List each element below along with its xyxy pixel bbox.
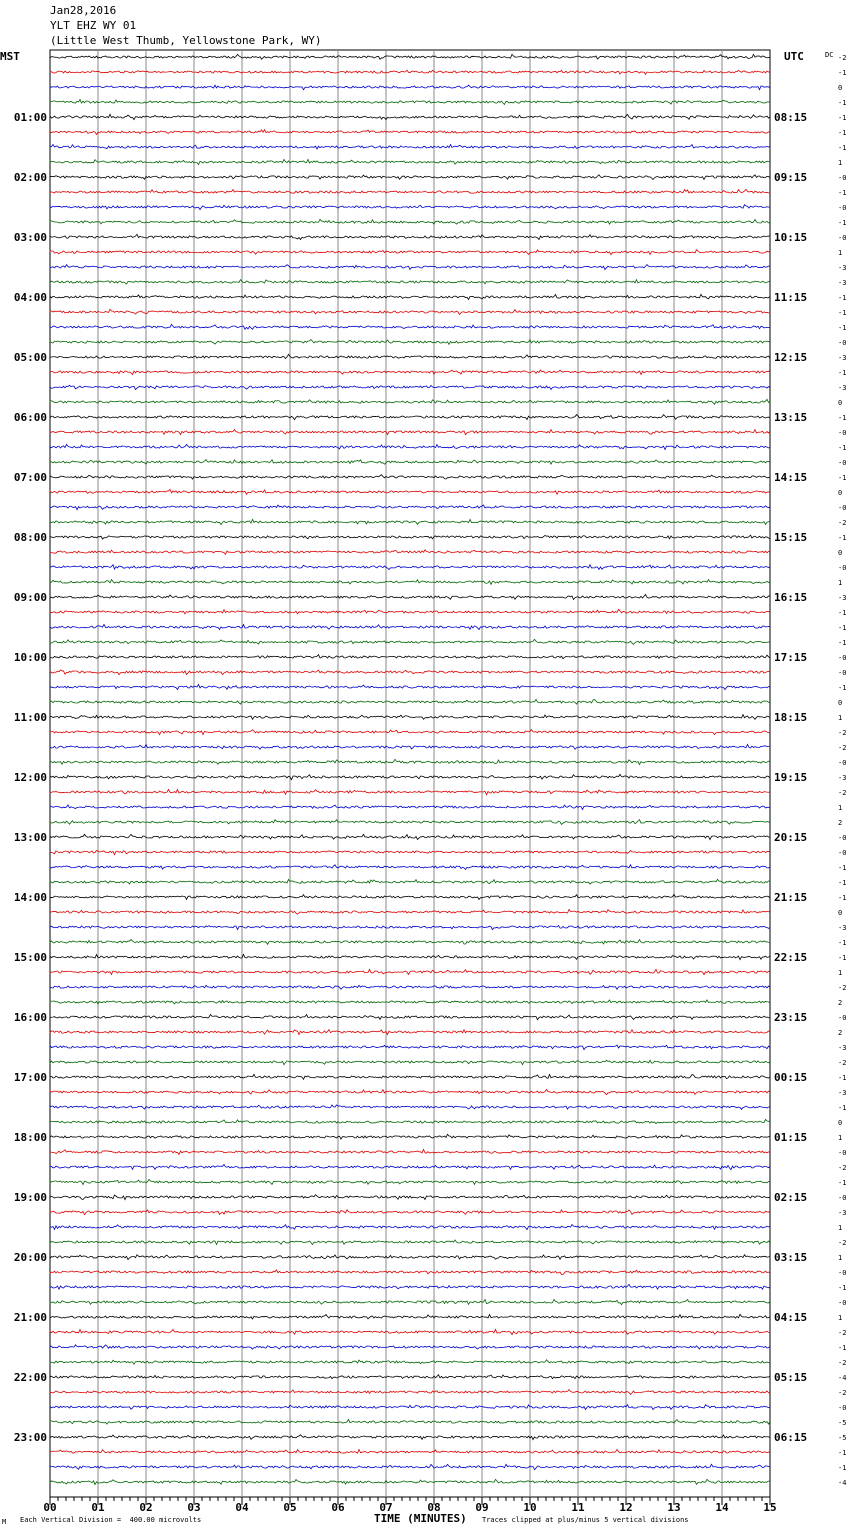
dc-offset-label: 1 [838, 249, 843, 257]
corner-mark: M [2, 1518, 7, 1526]
dc-offset-label: 0 [838, 909, 843, 917]
seismic-trace [50, 535, 770, 539]
left-hour-label: 11:00 [13, 711, 47, 724]
dc-offset-label: -2 [838, 1359, 847, 1367]
left-hour-label: 22:00 [13, 1371, 47, 1384]
seismic-trace [50, 475, 770, 479]
seismic-trace [50, 519, 770, 524]
seismic-trace [50, 85, 770, 90]
left-hour-label: 10:00 [13, 651, 47, 664]
dc-offset-label: -5 [838, 1419, 847, 1427]
dc-offset-label: -2 [838, 984, 847, 992]
right-hour-label: 04:15 [774, 1311, 808, 1324]
x-tick-label: 07 [379, 1501, 393, 1514]
dc-offset-label: -2 [838, 1329, 847, 1337]
seismic-trace [50, 834, 770, 839]
x-tick-label: 15 [763, 1501, 777, 1514]
dc-offset-label: -1 [838, 369, 847, 377]
dc-offset-label: -0 [838, 339, 847, 347]
dc-offset-label: 1 [838, 1314, 843, 1322]
dc-offset-label: -1 [838, 1284, 847, 1292]
seismic-trace [50, 894, 770, 899]
seismic-trace [50, 1210, 770, 1215]
dc-offset-label: -2 [838, 1164, 847, 1172]
right-hour-label: 16:15 [774, 591, 808, 604]
dc-offset-label: 1 [838, 1224, 843, 1232]
seismic-trace [50, 189, 770, 193]
dc-offset-label: -4 [838, 1374, 847, 1382]
left-hour-label: 12:00 [13, 771, 47, 784]
dc-header-label: DC [825, 51, 834, 59]
dc-offset-label: -1 [838, 1464, 847, 1472]
seismic-trace [50, 444, 770, 449]
seismic-trace [50, 925, 770, 929]
dc-offset-label: -1 [838, 309, 847, 317]
scale-note: Each Vertical Division = 400.00 microvolts [20, 1516, 202, 1524]
dc-offset-label: 1 [838, 969, 843, 977]
seismic-trace [50, 219, 770, 224]
seismic-trace [50, 1119, 770, 1123]
dc-offset-label: -1 [838, 684, 847, 692]
seismic-trace [50, 489, 770, 494]
seismic-trace [50, 294, 770, 299]
dc-offset-label: -1 [838, 189, 847, 197]
dc-offset-label: -1 [838, 444, 847, 452]
right-hour-label: 08:15 [774, 111, 808, 124]
left-hour-label: 20:00 [13, 1251, 47, 1264]
dc-offset-label: 0 [838, 1119, 843, 1127]
seismic-trace [50, 954, 770, 959]
seismic-trace [50, 1029, 770, 1034]
seismic-trace [50, 1149, 770, 1154]
left-hour-label: 02:00 [13, 171, 47, 184]
right-hour-label: 23:15 [774, 1011, 808, 1024]
seismic-trace [50, 1060, 770, 1065]
seismic-trace [50, 909, 770, 914]
seismic-trace [50, 144, 770, 149]
seismic-trace [50, 580, 770, 585]
dc-offset-label: -3 [838, 924, 847, 932]
x-tick-label: 00 [43, 1501, 57, 1514]
seismic-trace [50, 820, 770, 825]
dc-offset-label: -3 [838, 1089, 847, 1097]
dc-offset-label: 1 [838, 714, 843, 722]
left-hour-label: 01:00 [13, 111, 47, 124]
seismic-trace [50, 624, 770, 629]
dc-offset-label: -0 [838, 849, 847, 857]
seismic-trace [50, 985, 770, 989]
right-hour-label: 19:15 [774, 771, 808, 784]
seismic-trace [50, 430, 770, 435]
seismic-trace [50, 565, 770, 570]
left-hour-label: 06:00 [13, 411, 47, 424]
dc-offset-label: 2 [838, 819, 843, 827]
dc-offset-label: -1 [838, 894, 847, 902]
x-tick-label: 13 [667, 1501, 681, 1514]
seismic-trace [50, 1255, 770, 1260]
seismic-trace [50, 1419, 770, 1424]
seismic-trace [50, 1270, 770, 1275]
dc-offset-label: -0 [838, 429, 847, 437]
dc-offset-label: 0 [838, 399, 843, 407]
right-hour-label: 06:15 [774, 1431, 808, 1444]
seismic-trace [50, 234, 770, 239]
seismic-trace [50, 114, 770, 119]
right-hour-label: 13:15 [774, 411, 808, 424]
dc-offset-label: -0 [838, 459, 847, 467]
seismic-trace [50, 1225, 770, 1230]
seismic-trace [50, 759, 770, 764]
dc-offset-label: -0 [838, 1404, 847, 1412]
seismic-trace [50, 265, 770, 270]
right-hour-label: 03:15 [774, 1251, 808, 1264]
dc-offset-label: -1 [838, 69, 847, 77]
seismic-trace [50, 309, 770, 314]
dc-offset-label: -3 [838, 774, 847, 782]
right-hour-label: 02:15 [774, 1191, 808, 1204]
left-hour-label: 19:00 [13, 1191, 47, 1204]
left-zone-label: MST [0, 50, 20, 63]
header-location: (Little West Thumb, Yellowstone Park, WY) [50, 34, 322, 47]
left-hour-label: 04:00 [13, 291, 47, 304]
seismic-trace [50, 1405, 770, 1410]
seismic-trace [50, 340, 770, 345]
dc-offset-label: -0 [838, 669, 847, 677]
dc-offset-label: -2 [838, 519, 847, 527]
dc-offset-label: -0 [838, 834, 847, 842]
seismic-trace [50, 1449, 770, 1453]
seismic-trace [50, 865, 770, 870]
seismic-trace [50, 1464, 770, 1469]
dc-offset-label: -1 [838, 99, 847, 107]
seismic-trace [50, 969, 770, 974]
x-tick-label: 05 [283, 1501, 297, 1514]
dc-offset-label: -1 [838, 114, 847, 122]
dc-offset-label: -2 [838, 729, 847, 737]
right-hour-label: 01:15 [774, 1131, 808, 1144]
dc-offset-label: 1 [838, 159, 843, 167]
dc-offset-label: -1 [838, 324, 847, 332]
seismic-trace [50, 1390, 770, 1395]
seismic-trace [50, 505, 770, 510]
dc-offset-label: -0 [838, 174, 847, 182]
dc-offset-label: 2 [838, 999, 843, 1007]
dc-offset-label: -0 [838, 1299, 847, 1307]
dc-offset-label: -2 [838, 789, 847, 797]
dc-offset-label: -0 [838, 654, 847, 662]
dc-offset-label: -0 [838, 204, 847, 212]
left-hour-label: 05:00 [13, 351, 47, 364]
seismic-trace [50, 354, 770, 358]
seismic-trace [50, 685, 770, 690]
x-tick-label: 03 [187, 1501, 201, 1514]
dc-offset-label: -1 [838, 879, 847, 887]
seismic-trace [50, 130, 770, 135]
dc-offset-label: 1 [838, 579, 843, 587]
seismic-trace [50, 639, 770, 644]
seismic-trace [50, 250, 770, 255]
x-tick-label: 06 [331, 1501, 345, 1514]
dc-offset-label: -3 [838, 279, 847, 287]
clip-note: Traces clipped at plus/minus 5 vertical divisions [482, 1516, 689, 1524]
right-zone-label: UTC [784, 50, 804, 63]
seismic-trace [50, 594, 770, 599]
dc-offset-label: -1 [838, 864, 847, 872]
trace-layer [50, 54, 770, 1484]
dc-offset-label: -1 [838, 624, 847, 632]
seismic-trace [50, 415, 770, 420]
dc-offset-label: -1 [838, 1179, 847, 1187]
seismic-trace [50, 939, 770, 944]
dc-offset-label: -1 [838, 1344, 847, 1352]
left-hour-label: 17:00 [13, 1071, 47, 1084]
seismic-trace [50, 1299, 770, 1304]
right-hour-label: 17:15 [774, 651, 808, 664]
right-hour-label: 22:15 [774, 951, 808, 964]
dc-offset-label: -3 [838, 354, 847, 362]
seismic-trace [50, 1479, 770, 1484]
dc-offset-label: 0 [838, 489, 843, 497]
dc-offset-label: -1 [838, 639, 847, 647]
dc-offset-label: -3 [838, 1209, 847, 1217]
seismic-trace [50, 159, 770, 164]
left-hour-label: 13:00 [13, 831, 47, 844]
x-axis-title: TIME (MINUTES) [374, 1512, 467, 1525]
seismic-trace [50, 1314, 770, 1319]
dc-offset-label: -3 [838, 384, 847, 392]
seismic-trace [50, 730, 770, 735]
dc-offset-label: -1 [838, 609, 847, 617]
dc-offset-label: -1 [838, 1074, 847, 1082]
dc-offset-label: -2 [838, 1059, 847, 1067]
dc-offset-label: 0 [838, 699, 843, 707]
x-tick-label: 12 [619, 1501, 633, 1514]
right-hour-label: 11:15 [774, 291, 808, 304]
dc-offset-label: -1 [838, 294, 847, 302]
right-hour-label: 09:15 [774, 171, 808, 184]
left-hour-label: 08:00 [13, 531, 47, 544]
right-hour-label: 14:15 [774, 471, 808, 484]
right-hour-label: 10:15 [774, 231, 808, 244]
seismic-trace [50, 805, 770, 809]
dc-offset-label: -1 [838, 129, 847, 137]
seismic-trace [50, 1435, 770, 1440]
seismic-trace [50, 879, 770, 884]
x-tick-label: 11 [571, 1501, 585, 1514]
seismic-trace [50, 655, 770, 659]
dc-offset-label: -1 [838, 1104, 847, 1112]
seismic-trace [50, 459, 770, 464]
dc-offset-label: -1 [838, 414, 847, 422]
right-hour-label: 12:15 [774, 351, 808, 364]
left-hour-label: 21:00 [13, 1311, 47, 1324]
dc-offset-label: -0 [838, 759, 847, 767]
seismic-trace [50, 100, 770, 105]
seismic-trace [50, 670, 770, 675]
seismic-trace [50, 1329, 770, 1334]
dc-offset-label: -3 [838, 264, 847, 272]
dc-offset-label: 1 [838, 1254, 843, 1262]
x-tick-label: 02 [139, 1501, 153, 1514]
left-hour-label: 03:00 [13, 231, 47, 244]
dc-offset-label: -2 [838, 54, 847, 62]
x-tick-label: 14 [715, 1501, 729, 1514]
seismic-trace [50, 715, 770, 720]
seismic-trace [50, 1345, 770, 1349]
dc-offset-label: -2 [838, 1389, 847, 1397]
dc-offset-label: -1 [838, 534, 847, 542]
seismic-trace [50, 699, 770, 704]
dc-offset-label: 0 [838, 84, 843, 92]
right-hour-label: 15:15 [774, 531, 808, 544]
seismic-trace [50, 1284, 770, 1289]
left-hour-label: 15:00 [13, 951, 47, 964]
seismic-trace [50, 609, 770, 613]
dc-offset-label: -1 [838, 474, 847, 482]
dc-offset-label: -0 [838, 504, 847, 512]
right-hour-label: 21:15 [774, 891, 808, 904]
dc-offset-label: -1 [838, 939, 847, 947]
dc-offset-label: -1 [838, 144, 847, 152]
seismic-trace [50, 385, 770, 389]
right-hour-label: 18:15 [774, 711, 808, 724]
left-hour-label: 14:00 [13, 891, 47, 904]
dc-offset-label: -2 [838, 1239, 847, 1247]
dc-offset-label: 0 [838, 549, 843, 557]
left-hour-label: 18:00 [13, 1131, 47, 1144]
seismic-trace [50, 1045, 770, 1049]
seismic-trace [50, 1089, 770, 1094]
right-hour-label: 00:15 [774, 1071, 808, 1084]
dc-offset-label: 1 [838, 1134, 843, 1142]
seismic-trace [50, 175, 770, 180]
left-hour-label: 16:00 [13, 1011, 47, 1024]
right-hour-label: 20:15 [774, 831, 808, 844]
dc-offset-label: -0 [838, 564, 847, 572]
seismic-trace [50, 1195, 770, 1200]
x-tick-label: 04 [235, 1501, 249, 1514]
seismic-trace [50, 370, 770, 375]
seismic-trace [50, 280, 770, 284]
right-hour-label: 05:15 [774, 1371, 808, 1384]
seismic-trace [50, 1360, 770, 1364]
dc-offset-label: 2 [838, 1029, 843, 1037]
seismic-trace [50, 744, 770, 749]
dc-offset-label: -0 [838, 1194, 847, 1202]
dc-offset-label: -3 [838, 1044, 847, 1052]
left-hour-label: 09:00 [13, 591, 47, 604]
seismic-trace [50, 205, 770, 210]
left-hour-label: 07:00 [13, 471, 47, 484]
left-hour-label: 23:00 [13, 1431, 47, 1444]
dc-offset-label: -3 [838, 594, 847, 602]
dc-offset-label: -0 [838, 1269, 847, 1277]
seismic-trace [50, 550, 770, 555]
header-station: YLT EHZ WY 01 [50, 19, 137, 32]
dc-offset-label: -0 [838, 234, 847, 242]
seismic-trace [50, 1134, 770, 1139]
x-tick-label: 01 [91, 1501, 105, 1514]
seismic-trace [50, 324, 770, 329]
seismic-trace [50, 774, 770, 779]
seismic-trace [50, 1000, 770, 1004]
dc-offset-label: 1 [838, 804, 843, 812]
header-date: Jan28,2016 [50, 4, 117, 17]
x-tick-label: 09 [475, 1501, 489, 1514]
x-tick-label: 10 [523, 1501, 537, 1514]
dc-offset-label: -1 [838, 1449, 847, 1457]
seismic-trace [50, 399, 770, 404]
seismic-trace [50, 1179, 770, 1184]
dc-offset-label: -5 [838, 1434, 847, 1442]
dc-offset-label: -0 [838, 1149, 847, 1157]
dc-offset-label: -1 [838, 219, 847, 227]
x-tick-label: 08 [427, 1501, 441, 1514]
dc-offset-label: -0 [838, 1014, 847, 1022]
seismic-trace [50, 54, 770, 59]
seismic-trace [50, 1165, 770, 1170]
dc-offset-label: -4 [838, 1479, 847, 1487]
seismic-trace [50, 70, 770, 74]
seismic-trace [50, 1014, 770, 1019]
seismic-trace [50, 1375, 770, 1379]
dc-offset-label: -1 [838, 954, 847, 962]
seismic-trace [50, 1074, 770, 1079]
dc-offset-label: -2 [838, 744, 847, 752]
seismic-trace [50, 789, 770, 794]
seismic-trace [50, 1240, 770, 1245]
seismic-trace [50, 850, 770, 854]
seismic-trace [50, 1105, 770, 1110]
